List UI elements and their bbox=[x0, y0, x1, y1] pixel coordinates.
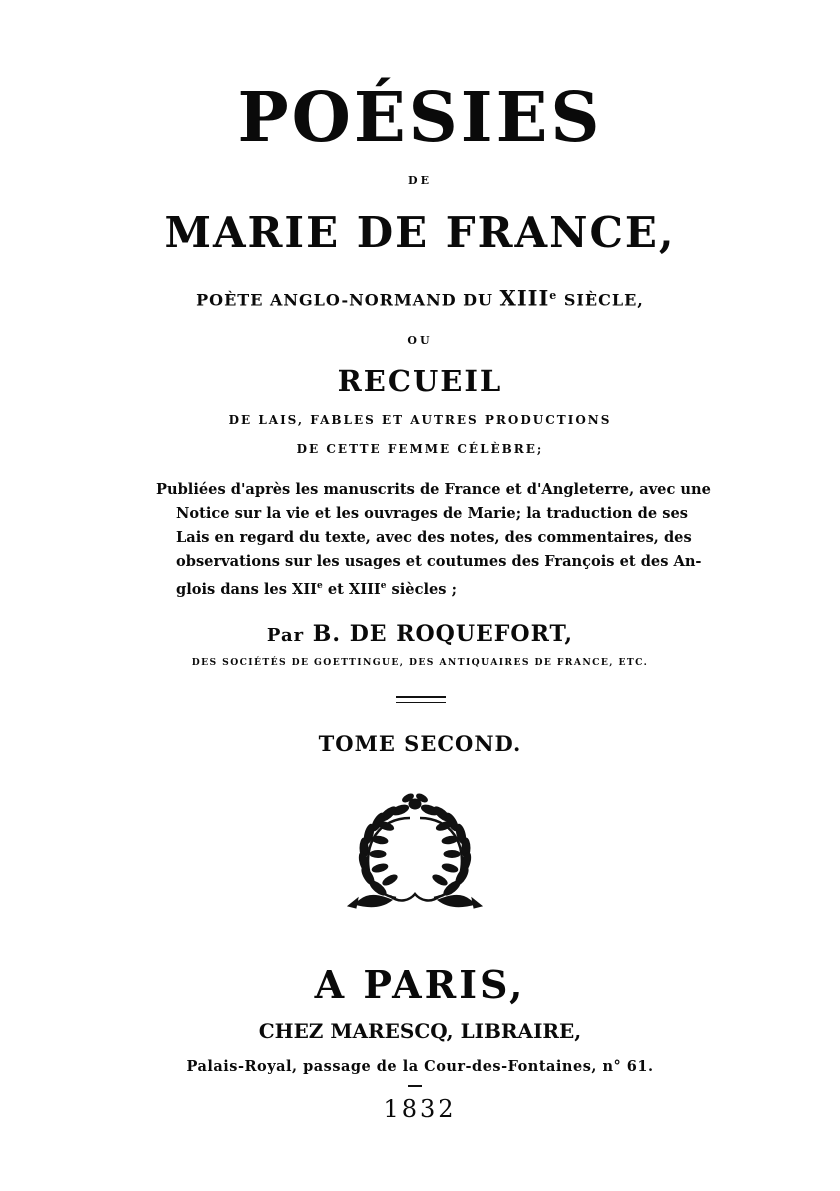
edition-description-line: observations sur les usages et coutumes des François et des An- bbox=[176, 553, 702, 570]
century-superscript: e bbox=[380, 581, 387, 591]
century-superscript: e bbox=[317, 581, 323, 591]
publication-year: 1832 bbox=[383, 1095, 457, 1123]
edition-description-line: Notice sur la vie et les ouvrages de Marie; la traduction de ses bbox=[176, 505, 688, 522]
title-connector-ou: OU bbox=[407, 334, 433, 347]
imprint-address: Palais-Royal, passage de la Cour-des-Fontaines, n° 61. bbox=[186, 1058, 654, 1075]
divider-rule bbox=[408, 1085, 422, 1087]
laurel-wreath-icon bbox=[340, 788, 490, 910]
divider-rule bbox=[396, 702, 446, 703]
edition-description-line: Publiées d'après les manuscrits de France et d'Angleterre, avec une bbox=[156, 481, 711, 498]
author-name: MARIE DE FRANCE, bbox=[164, 208, 676, 257]
edition-line-part: et XIII bbox=[322, 580, 381, 598]
edition-description-line: Lais en regard du texte, avec des notes, des commentaires, des bbox=[176, 529, 692, 546]
book-title: POÉSIES bbox=[237, 78, 603, 158]
edition-description-line bbox=[156, 574, 688, 602]
author-description-suffix: SIÈCLE, bbox=[557, 290, 644, 310]
editor-name: B. DE ROQUEFORT, bbox=[312, 621, 574, 647]
author-description-prefix: POÈTE ANGLO-NORMAND DU bbox=[196, 290, 500, 310]
century-numeral: XIII bbox=[499, 285, 550, 311]
contents-line-1: DE LAIS, FABLES ET AUTRES PRODUCTIONS bbox=[228, 413, 612, 427]
edition-line-part: siècles ; bbox=[386, 580, 457, 598]
editor-par: Par bbox=[266, 625, 305, 646]
alternate-title: RECUEIL bbox=[337, 364, 503, 398]
imprint-city: A PARIS, bbox=[314, 962, 526, 1007]
author-description bbox=[0, 284, 840, 312]
imprint-publisher: CHEZ MARESCQ, LIBRAIRE, bbox=[258, 1019, 582, 1043]
editor-line bbox=[0, 619, 840, 651]
century-superscript: e bbox=[549, 289, 558, 302]
edition-description bbox=[156, 478, 711, 602]
divider-rule bbox=[396, 696, 446, 698]
volume-label: TOME SECOND. bbox=[318, 731, 522, 756]
contents-line-2: DE CETTE FEMME CÉLÈBRE; bbox=[296, 442, 544, 456]
edition-line-part: glois dans les XII bbox=[176, 580, 317, 598]
title-connector-de: DE bbox=[408, 174, 432, 187]
editor-societies: DES SOCIÉTÉS DE GOETTINGUE, DES ANTIQUAIRES DE FRANCE, ETC. bbox=[191, 657, 649, 668]
